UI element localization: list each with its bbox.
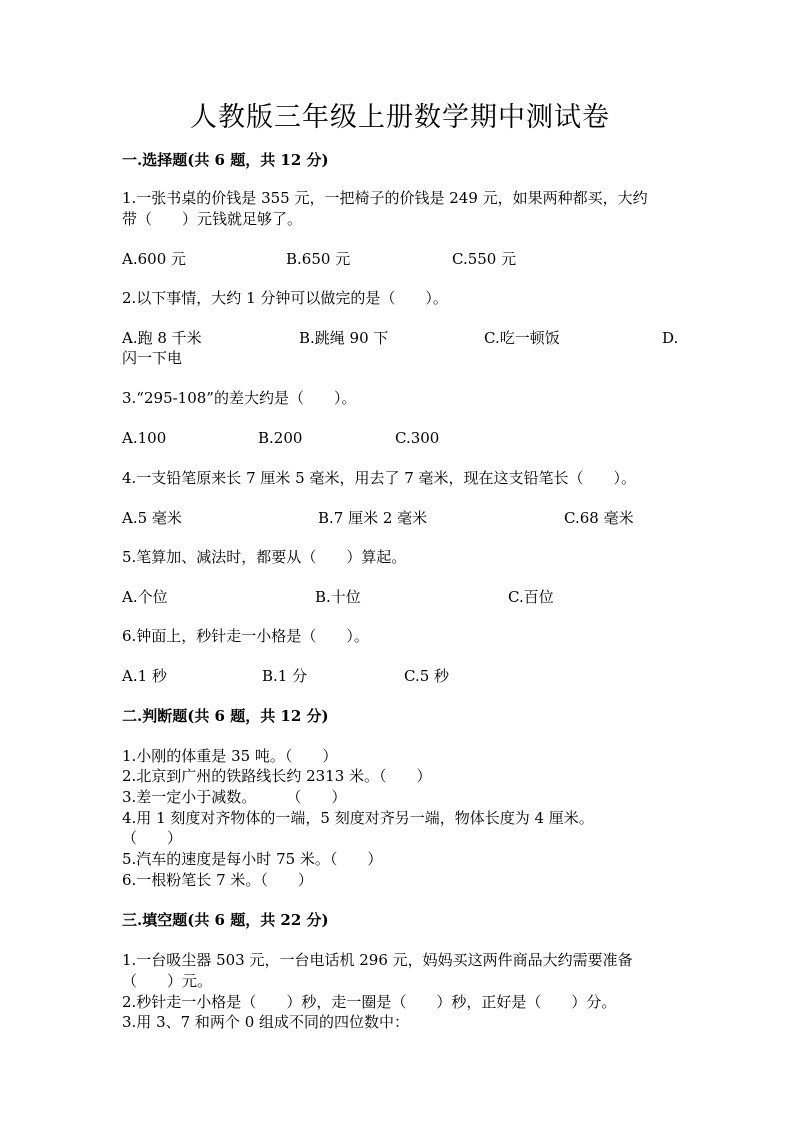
list-item: 5.汽车的速度是每小时 75 米。（ ） [122, 850, 383, 868]
option-d-continued: 闪一下电 [122, 349, 183, 367]
option-c: C.68 毫米 [564, 509, 634, 527]
option-a: A.个位 [122, 588, 168, 606]
list-item: （ ）元。 [122, 972, 213, 990]
question-text: 4.一支铅笔原来长 7 厘米 5 毫米，用去了 7 毫米，现在这支铅笔长（ ）。 [122, 469, 637, 487]
question-text: 1.一张书桌的价钱是 355 元，一把椅子的价钱是 249 元，如果两种都买，大约 [122, 189, 648, 207]
list-item: 6.一根粉笔长 7 米。（ ） [122, 871, 313, 889]
list-item: 3.差一定小于减数。 （ ） [122, 788, 347, 806]
list-item: 1.一台吸尘器 503 元，一台电话机 296 元，妈妈买这两件商品大约需要准备 [122, 951, 633, 969]
option-c: C.5 秒 [404, 667, 450, 685]
list-item: 3.用 3、7 和两个 0 组成不同的四位数中： [122, 1013, 410, 1031]
option-c: C.550 元 [452, 250, 517, 268]
question-text: 5.笔算加、减法时，都要从（ ）算起。 [122, 548, 407, 566]
option-a: A.100 [122, 429, 167, 447]
list-item: 2.北京到广州的铁路线长约 2313 米。（ ） [122, 767, 432, 785]
option-b: B.跳绳 90 下 [299, 329, 389, 347]
option-c: C.300 [395, 429, 440, 447]
list-item: 1.小刚的体重是 35 吨。（ ） [122, 747, 338, 765]
question-text: 2.以下事情，大约 1 分钟可以做完的是（ ）。 [122, 289, 448, 307]
section-heading-choice: 一.选择题(共 6 题，共 12 分) [122, 151, 329, 169]
question-text: 带（ ）元钱就足够了。 [122, 210, 303, 228]
page-title: 人教版三年级上册数学期中测试卷 [190, 102, 610, 133]
option-c: C.吃一顿饭 [484, 329, 560, 347]
option-c: C.百位 [508, 588, 554, 606]
question-text: 3.“295-108”的差大约是（ ）。 [122, 389, 357, 407]
option-a: A.5 毫米 [122, 509, 182, 527]
option-a: A.1 秒 [122, 667, 167, 685]
option-b: B.7 厘米 2 毫米 [318, 509, 428, 527]
option-b: B.650 元 [286, 250, 351, 268]
option-b: B.200 [258, 429, 303, 447]
list-item: 4.用 1 刻度对齐物体的一端，5 刻度对齐另一端，物体长度为 4 厘米。 [122, 809, 594, 827]
section-heading-judgment: 二.判断题(共 6 题，共 12 分) [122, 707, 329, 725]
option-a: A.600 元 [122, 250, 186, 268]
option-b: B.十位 [315, 588, 361, 606]
list-item: （ ） [122, 829, 183, 847]
question-text: 6.钟面上，秒针走一小格是（ ）。 [122, 627, 369, 645]
option-b: B.1 分 [262, 667, 308, 685]
section-heading-fill-in: 三.填空题(共 6 题，共 22 分) [122, 911, 329, 929]
list-item: 2.秒针走一小格是（ ）秒，走一圈是（ ）秒，正好是（ ）分。 [122, 993, 617, 1011]
option-a: A.跑 8 千米 [122, 329, 202, 347]
option-d: D. [662, 329, 679, 347]
